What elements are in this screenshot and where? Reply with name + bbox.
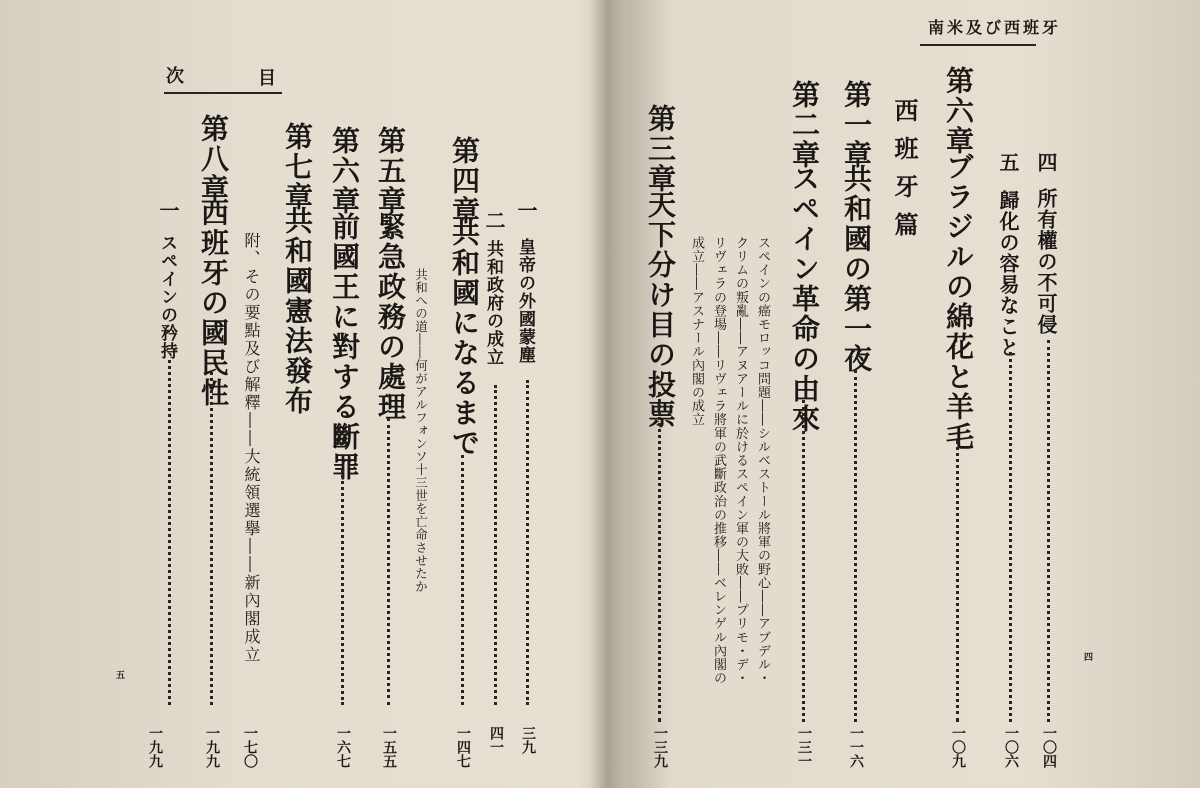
item-number: 四 — [1034, 152, 1058, 172]
leader-dots — [526, 380, 529, 705]
leader-dots — [658, 392, 661, 722]
item-number: 五 — [996, 152, 1020, 172]
leader-dots — [387, 418, 390, 705]
left-header-moku: 目 — [258, 68, 280, 89]
chapter-number: 第一章 — [840, 80, 873, 170]
page-number: 一三九 — [652, 726, 668, 768]
chapter-title: 共和國になるまで — [448, 218, 481, 458]
subtopic-text: 附、その要點及び解釋――大統領選擧――新內閣成立 — [242, 232, 261, 664]
leader-dots — [854, 370, 857, 722]
page-number: 一〇四 — [1041, 726, 1057, 768]
chapter-title: 緊急政務の處理 — [374, 212, 407, 422]
subtopic-text: 共和への道――何がアルフォンソ十三世を亡命させたか — [413, 268, 429, 593]
item-number: 一 — [514, 200, 538, 220]
chapter-number: 第三章 — [644, 104, 677, 194]
page-number: 一〇九 — [950, 726, 966, 768]
subtopic-text: 成立――アスナール內閣の成立 — [689, 236, 704, 427]
item-title: 皇帝の外國蒙塵 — [515, 238, 535, 364]
chapter-title: 天下分け目の投票 — [644, 190, 677, 430]
page-number: 三九 — [520, 726, 536, 754]
leader-dots — [168, 360, 171, 705]
item-number: 二 — [482, 210, 506, 230]
leader-dots — [1009, 352, 1012, 722]
chapter-number: 第七章 — [281, 122, 314, 212]
chapter-title: 共和國憲法發布 — [281, 206, 314, 416]
chapter-title: ブラジルの綿花と羊毛 — [942, 152, 975, 452]
book-gutter — [590, 0, 626, 788]
leader-dots — [210, 372, 213, 705]
page-number: 一〇六 — [1003, 726, 1019, 768]
chapter-title: 西班牙の國民性 — [197, 198, 230, 408]
chapter-number: 第二章 — [788, 80, 821, 170]
leader-dots — [802, 400, 805, 722]
page-number: 四一 — [488, 726, 504, 754]
left-header-rule — [164, 92, 282, 94]
leader-dots — [956, 440, 959, 722]
running-head-rule — [920, 44, 1036, 46]
running-head: 南米及び西班牙 — [928, 18, 1062, 37]
item-title: 歸化の容易なこと — [996, 190, 1020, 358]
left-header-ji: 次 — [166, 66, 188, 87]
page-number: 一三一 — [796, 726, 812, 768]
item-number: 一 — [156, 200, 180, 220]
page-number: 一一六 — [848, 726, 864, 768]
chapter-title: 共和國の第一夜 — [840, 164, 873, 374]
left-folio: 五 — [116, 671, 126, 681]
chapter-number: 第五章 — [374, 126, 407, 216]
leader-dots — [494, 385, 497, 705]
item-title: 共和政府の成立 — [483, 240, 503, 366]
page-number: 一七〇 — [242, 726, 258, 768]
section-heading: 西班牙篇 — [890, 98, 919, 250]
chapter-title: スペイン革命の由來 — [788, 164, 821, 434]
chapter-number: 第四章 — [448, 136, 481, 226]
chapter-number: 第六章 — [942, 66, 975, 156]
page-number: 一五五 — [381, 726, 397, 768]
chapter-number: 第六章 — [328, 126, 361, 216]
subtopic-text: スペインの癌モロッコ問題――シルベストール將軍の野心――アブデル・ — [755, 236, 770, 685]
leader-dots — [461, 455, 464, 705]
page-number: 一九九 — [147, 726, 163, 768]
item-title: 所有權の不可侵 — [1034, 188, 1058, 335]
page-number: 一六七 — [335, 726, 351, 768]
page-number: 一四七 — [455, 726, 471, 768]
right-folio: 四 — [1084, 653, 1094, 663]
item-title: スペインの矜持 — [157, 234, 177, 360]
leader-dots — [341, 470, 344, 705]
subtopic-text: クリムの叛亂――アヌアールに於けるスペイン軍の大敗――プリモ・デ・ — [733, 236, 748, 685]
leader-dots — [1047, 340, 1050, 722]
subtopic-text: リヴェラの登場――リヴェラ將軍の武斷政治の推移――ベレンゲル內閣の — [711, 236, 726, 685]
chapter-title: 前國王に對する斷罪 — [328, 212, 361, 482]
chapter-number: 第八章 — [197, 114, 230, 204]
page-number: 一九九 — [204, 726, 220, 768]
